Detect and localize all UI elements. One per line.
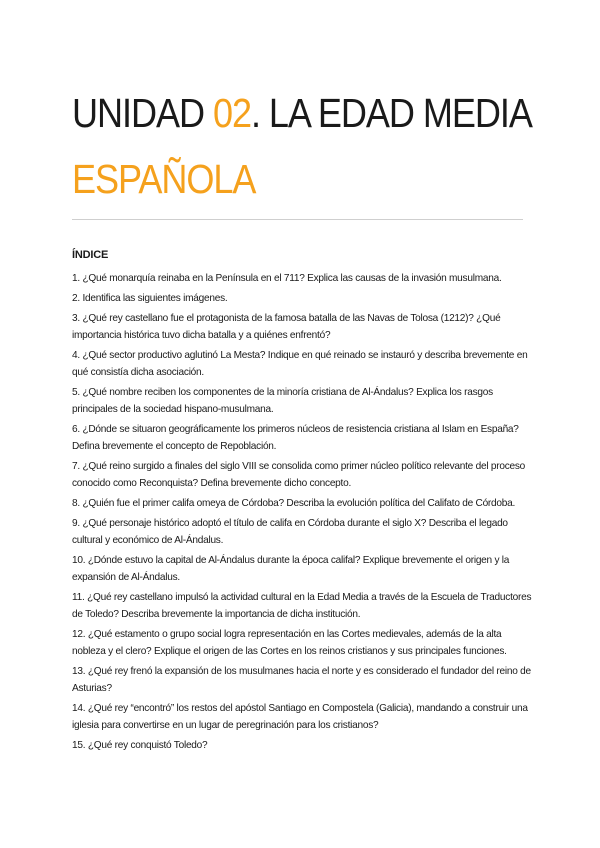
question-item: 12. ¿Qué estamento o grupo social logra representación en las Cortes medievales, además de la alta nobleza y el clero? Explique el origen de las Cortes en los reinos cristianos y sus principales funciones.	[72, 629, 507, 657]
question-item: 1. ¿Qué monarquía reinaba en la Península en el 711? Explica las causas de la invasión musulmana.	[72, 273, 502, 284]
question-item: 8. ¿Quién fue el primer califa omeya de Córdoba? Describa la evolución política del Califato de Córdoba.	[72, 498, 516, 509]
question-item: 5. ¿Qué nombre reciben los componentes de la minoría cristiana de Al-Ándalus? Explica los rasgos principales de la sociedad hispano-musulmana.	[72, 387, 493, 415]
title-divider	[72, 219, 523, 220]
question-item: 4. ¿Qué sector productivo aglutinó La Mesta? Indique en qué reinado se instauró y describa brevemente en qué consistía dicha asociación.	[72, 350, 528, 378]
question-item: 6. ¿Dónde se situaron geográficamente los primeros núcleos de resistencia cristiana al Islam en España? Defina brevemente el concepto de Repoblación.	[72, 424, 519, 452]
index-heading: ÍNDICE	[72, 249, 109, 261]
title-prefix: UNIDAD	[72, 90, 213, 136]
question-item: 7. ¿Qué reino surgido a finales del siglo VIII se consolida como primer núcleo político relevante del proceso conocido como Reconquista? Defina brevemente dicho concepto.	[72, 461, 526, 489]
index-section	[72, 247, 532, 757]
question-item: 14. ¿Qué rey “encontró” los restos del apóstol Santiago en Compostela (Galicia), mandando a construir una iglesia para convertirse en un lugar de peregrinación para los cristianos?	[72, 703, 528, 731]
question-item: 2. Identifica las siguientes imágenes.	[72, 293, 228, 304]
title-unit-number: 02	[212, 90, 251, 136]
title-suffix: . LA EDAD MEDIA	[250, 90, 532, 136]
question-item: 11. ¿Qué rey castellano impulsó la actividad cultural en la Edad Media a través de la Escuela de Traductores de Toledo? Describa brevemente la importancia de dicha institución.	[72, 592, 532, 620]
question-item: 3. ¿Qué rey castellano fue el protagonista de la famosa batalla de las Navas de Tolosa (1212)? ¿Qué importancia histórica tuvo dicha batalla y a quiénes enfrentó?	[72, 313, 501, 341]
question-item: 13. ¿Qué rey frenó la expansión de los musulmanes hacia el norte y es considerado el fundador del reino de Asturias?	[72, 666, 531, 694]
question-list	[72, 270, 532, 754]
question-item: 15. ¿Qué rey conquistó Toledo?	[72, 740, 208, 751]
document-title	[72, 80, 532, 212]
question-item: 9. ¿Qué personaje histórico adoptó el título de califa en Córdoba durante el siglo X? Describa el legado cultural y económico de Al-Ándalus.	[72, 518, 508, 546]
title-second-line: ESPAÑOLA	[72, 156, 256, 202]
question-item: 10. ¿Dónde estuvo la capital de Al-Ándalus durante la época califal? Explique brevemente el origen y la expansión de Al-Ándalus.	[72, 555, 510, 583]
